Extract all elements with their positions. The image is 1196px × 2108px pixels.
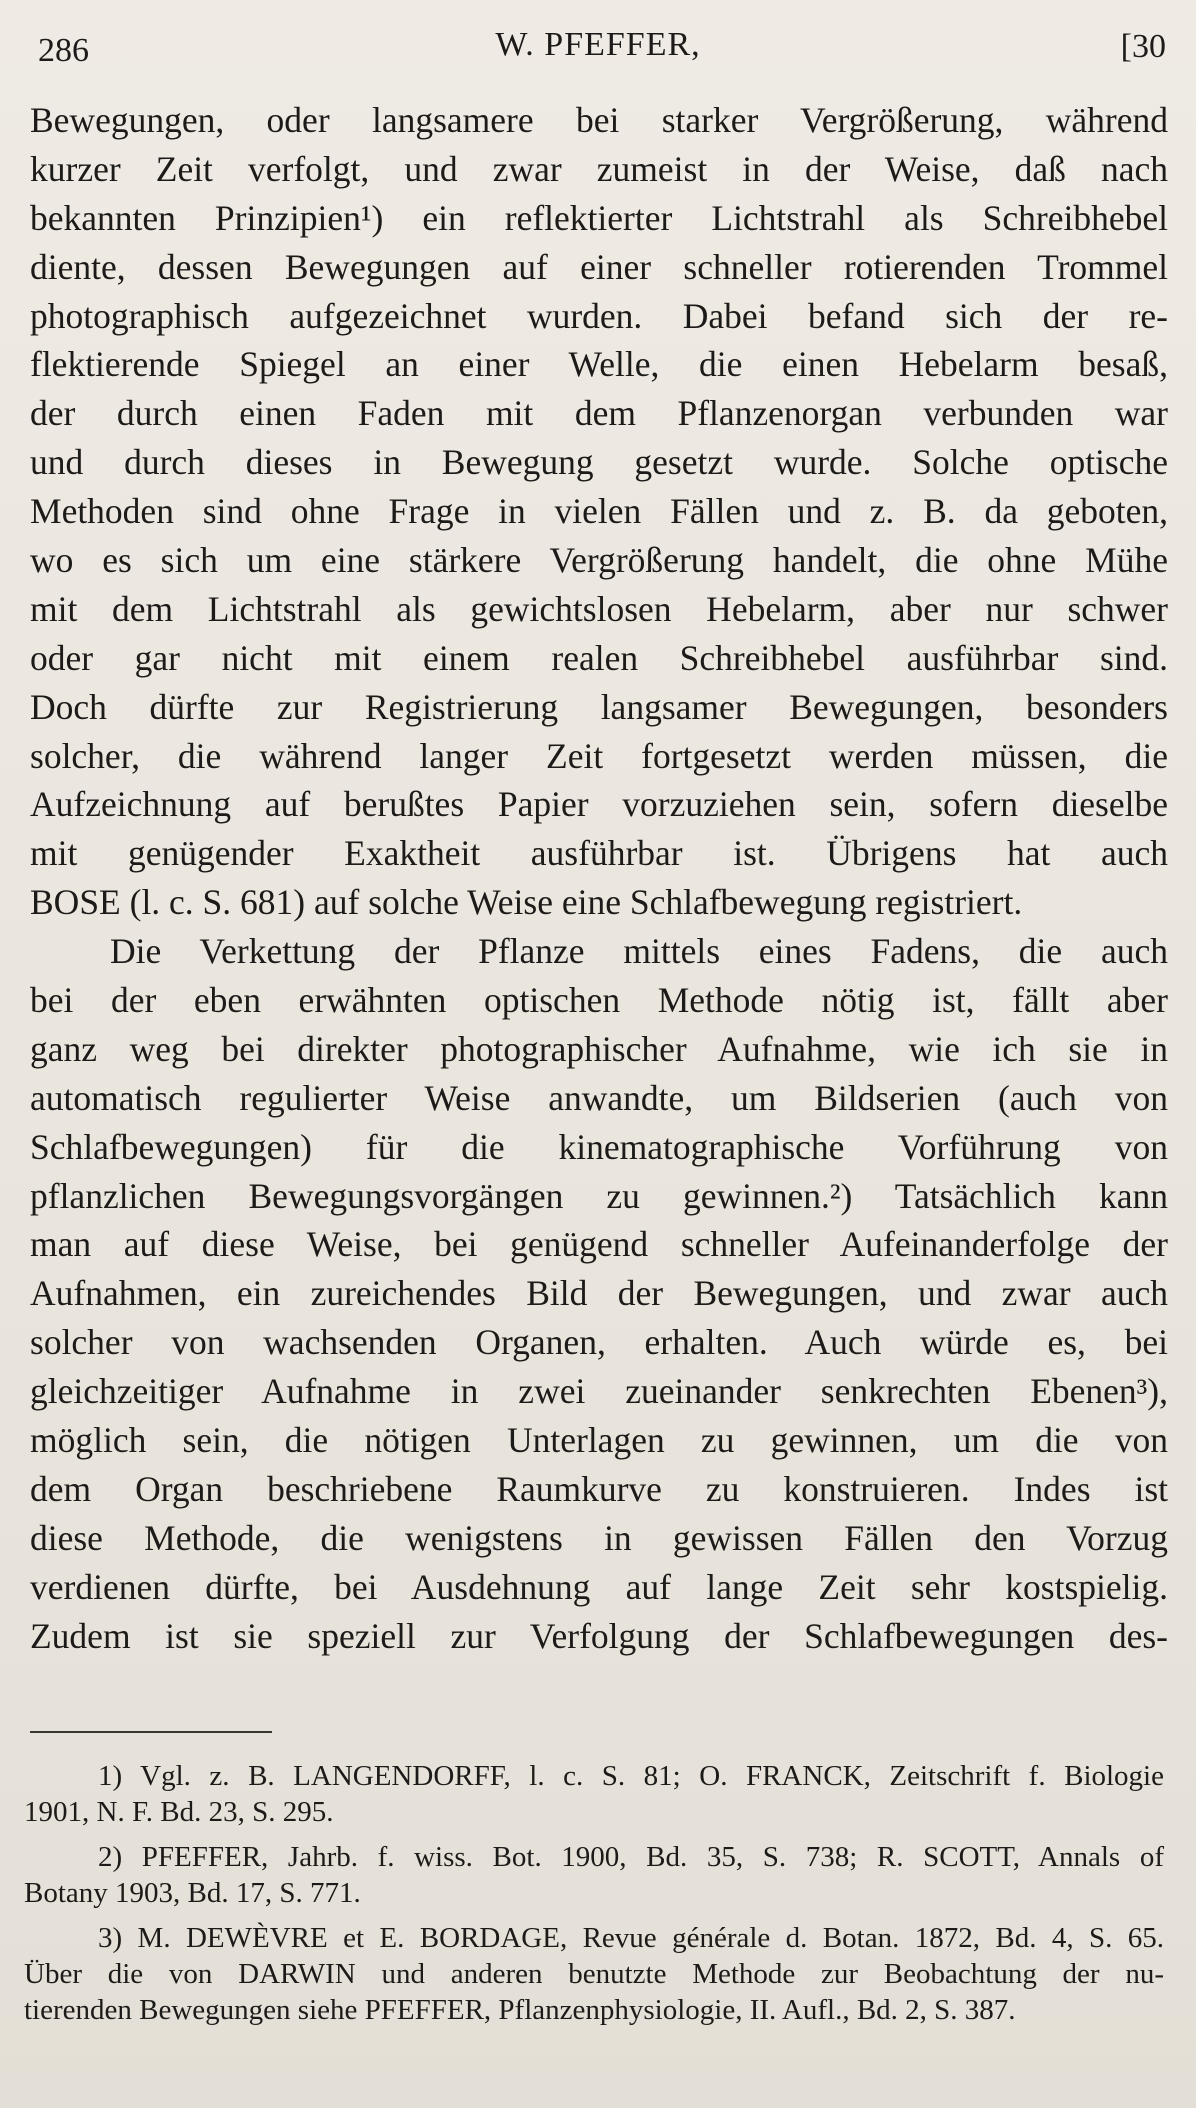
paragraph — [30, 927, 1168, 1660]
text-line: man auf diese Weise, bei genügend schneller Aufeinanderfolge der — [30, 1224, 1168, 1265]
footnote-line: 1) Vgl. z. B. LANGENDORFF, l. c. S. 81; O. FRANCK, Zeitschrift f. Biologie — [98, 1760, 1164, 1792]
text-line: dem Organ beschriebene Raumkurve zu konstruieren. Indes ist — [30, 1468, 1168, 1509]
text-line: wo es sich um eine stärkere Vergrößerung handelt, die ohne Mühe — [30, 540, 1168, 581]
running-title: W. PFEFFER, — [495, 26, 701, 63]
text-line: Die Verkettung der Pflanze mittels eines Fadens, die auch — [110, 931, 1168, 972]
text-line: ganz weg bei direkter photographischer Aufnahme, wie ich sie in — [30, 1028, 1168, 1069]
text-line: Bewegungen, oder langsamere bei starker Vergrößerung, während — [30, 100, 1168, 140]
text-line: kurzer Zeit verfolgt, und zwar zumeist in der Weise, daß nach — [30, 148, 1168, 189]
paragraph — [30, 96, 1168, 927]
text-line: der durch einen Faden mit dem Pflanzenorgan verbunden war — [30, 393, 1168, 434]
text-line: gleichzeitiger Aufnahme in zwei zueinander senkrechten Ebenen³), — [30, 1371, 1168, 1412]
text-line: photographisch aufgezeichnet wurden. Dabei befand sich der re- — [30, 295, 1168, 336]
text-line: mit dem Lichtstrahl als gewichtslosen Hebelarm, aber nur schwer — [30, 588, 1168, 629]
text-line: Zudem ist sie speziell zur Verfolgung der Schlafbewegungen des- — [30, 1615, 1168, 1656]
footnote-line: Über die von DARWIN und anderen benutzte Methode zur Beobachtung der nu- — [24, 1958, 1164, 1990]
text-line: diese Methode, die wenigstens in gewissen Fällen den Vorzug — [30, 1517, 1168, 1558]
footnote-line: 3) M. DEWÈVRE et E. BORDAGE, Revue générale d. Botan. 1872, Bd. 4, S. 65. — [98, 1922, 1164, 1954]
page-header — [0, 18, 1196, 88]
text-line: Aufnahmen, ein zureichendes Bild der Bewegungen, und zwar auch — [30, 1273, 1168, 1314]
text-line: verdienen dürfte, bei Ausdehnung auf lange Zeit sehr kostspielig. — [30, 1566, 1168, 1607]
text-line: BOSE (l. c. S. 681) auf solche Weise eine Schlafbewegung registriert. — [30, 882, 1023, 923]
footnote-rule — [30, 1731, 272, 1733]
text-line: Doch dürfte zur Registrierung langsamer Bewegungen, besonders — [30, 686, 1168, 727]
text-line: flektierende Spiegel an einer Welle, die einen Hebelarm besaß, — [30, 344, 1168, 385]
section-number: [30 — [1120, 28, 1166, 65]
footnote-line: Botany 1903, Bd. 17, S. 771. — [24, 1877, 361, 1909]
footnote-line: 1901, N. F. Bd. 23, S. 295. — [24, 1796, 334, 1828]
text-line: mit genügender Exaktheit ausführbar ist. Übrigens hat auch — [30, 833, 1168, 874]
text-line: diente, dessen Bewegungen auf einer schneller rotierenden Trommel — [30, 246, 1168, 287]
text-line: oder gar nicht mit einem realen Schreibhebel ausführbar sind. — [30, 637, 1168, 678]
footnote — [24, 1920, 1164, 2028]
text-line: Schlafbewegungen) für die kinematographische Vorführung von — [30, 1126, 1168, 1167]
text-line: automatisch regulierter Weise anwandte, um Bildserien (auch von — [30, 1077, 1168, 1118]
text-line: bekannten Prinzipien¹) ein reflektierter Lichtstrahl als Schreibhebel — [30, 197, 1168, 238]
footnote-line: tierenden Bewegungen siehe PFEFFER, Pflanzenphysiologie, II. Aufl., Bd. 2, S. 387. — [24, 1994, 1016, 2026]
footnotes — [24, 1758, 1164, 2037]
text-line: solcher von wachsenden Organen, erhalten. Auch würde es, bei — [30, 1322, 1168, 1363]
text-line: solcher, die während langer Zeit fortgesetzt werden müssen, die — [30, 735, 1168, 776]
text-line: Methoden sind ohne Frage in vielen Fällen und z. B. da geboten, — [30, 491, 1168, 532]
footnote-line: 2) PFEFFER, Jahrb. f. wiss. Bot. 1900, Bd. 35, S. 738; R. SCOTT, Annals of — [98, 1841, 1164, 1873]
page-number: 286 — [38, 32, 89, 69]
body-text — [30, 96, 1168, 1661]
text-line: pflanzlichen Bewegungsvorgängen zu gewinnen.²) Tatsächlich kann — [30, 1175, 1168, 1216]
text-line: möglich sein, die nötigen Unterlagen zu gewinnen, um die von — [30, 1420, 1168, 1461]
text-line: und durch dieses in Bewegung gesetzt wurde. Solche optische — [30, 442, 1168, 483]
footnote — [24, 1839, 1164, 1911]
footnote — [24, 1758, 1164, 1830]
text-line: Aufzeichnung auf berußtes Papier vorzuziehen sein, sofern dieselbe — [30, 784, 1168, 825]
text-line: bei der eben erwähnten optischen Methode nötig ist, fällt aber — [30, 980, 1168, 1021]
